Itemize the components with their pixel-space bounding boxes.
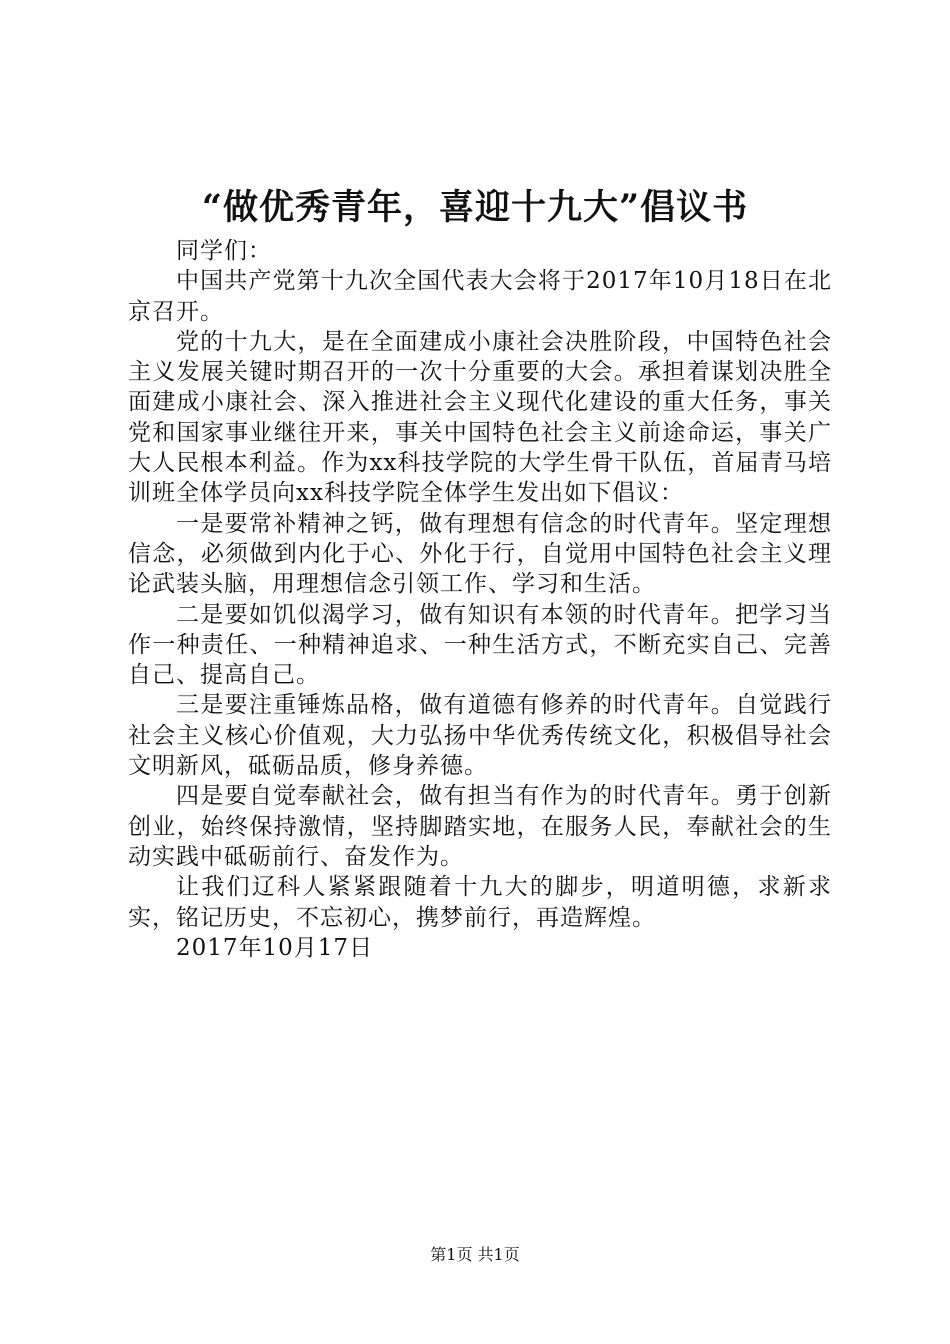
document-body <box>128 236 832 963</box>
paragraph-closing: 让我们辽科人紧紧跟随着十九大的脚步，明道明德，求新求实，铭记历史，不忘初心，携梦前行，再造辉煌。 <box>128 874 832 931</box>
paragraph-background: 党的十九大，是在全面建成小康社会决胜阶段，中国特色社会主义发展关键时期召开的一次十分重要的大会。承担着谋划决胜全面建成小康社会、深入推进社会主义现代化建设的重大任务，事关党和国家事业继往开来，事关中国特色社会主义前途命运，事关广大人民根本利益。作为xx科技学院的大学生骨干队伍，首届青马培训班全体学员向xx科技学院全体学生发出如下倡议： <box>128 328 832 507</box>
paragraph-proposal-1: 一是要常补精神之钙，做有理想有信念的时代青年。坚定理想信念，必须做到内化于心、外化于行，自觉用中国特色社会主义理论武装头脑，用理想信念引领工作、学习和生活。 <box>128 510 832 598</box>
page-footer: 第1页 共1页 <box>430 1245 520 1264</box>
paragraph-proposal-4: 四是要自觉奉献社会，做有担当有作为的时代青年。勇于创新创业，始终保持激情，坚持脚踏实地，在服务人民，奉献社会的生动实践中砥砺前行、奋发作为。 <box>128 783 832 870</box>
document-title: “做优秀青年，喜迎十九大”倡议书 <box>201 187 749 228</box>
paragraph-proposal-3: 三是要注重锤炼品格，做有道德有修养的时代青年。自觉践行社会主义核心价值观，大力弘扬中华优秀传统文化，积极倡导社会文明新风，砥砺品质，修身养德。 <box>128 692 832 780</box>
paragraph-proposal-2: 二是要如饥似渴学习，做有知识有本领的时代青年。把学习当作一种责任、一种精神追求、一种生活方式，不断充实自己、完善自己、提高自己。 <box>128 601 832 689</box>
document-date: 2017年10月17日 <box>176 934 374 961</box>
paragraph-intro: 中国共产党第十九次全国代表大会将于2017年10月18日在北京召开。 <box>128 268 832 325</box>
salutation: 同学们： <box>176 238 272 264</box>
